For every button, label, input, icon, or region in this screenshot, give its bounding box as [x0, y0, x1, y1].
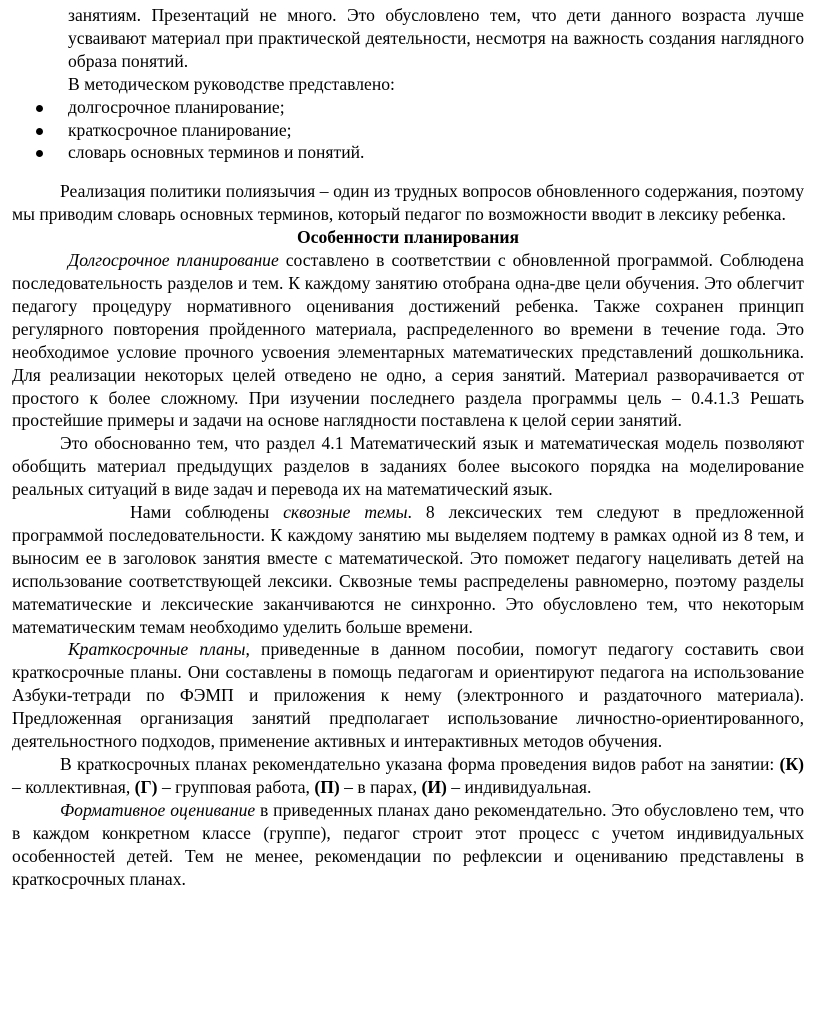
work-forms-paragraph	[12, 753, 804, 799]
paragraph-spacer	[12, 164, 804, 180]
list-item-text: долгосрочное планирование;	[68, 96, 285, 117]
list-item	[12, 96, 804, 119]
cross-themes-text: . 8 лексических тем следуют в предложенной программой последовательности. К каждому занятию мы выделяем подтему в рамках одной из 8 тем, и выносим ее в заголовок занятия вместе с математической. Это поможет педагогу нацеливать детей на использование соответствующей лексики. Сквозные темы распределены равномерно, поэтому разделы математические и лексические заканчиваются не синхронно. Это обусловлено тем, что некоторым математическим темам необходимо уделить больше времени.	[12, 502, 804, 637]
formative-term: Формативное оценивание	[60, 799, 256, 820]
long-term-text: составлено в соответствии с обновленной программой. Соблюдена последовательность разделов и тем. К каждому занятию отобрана одна-две цели обучения. Это облегчит педагогу процедуру нормативного оценивания достижений ребенка. Также сохранен принцип регулярного повторения пройденного материала, распределенного во времени в течение года. Это необходимое условие прочного усвоения элементарных математических представлений дошкольника. Для реализации некоторых целей отведено не одно, а серия занятий. Материал разворачивается от простого к более сложному. При изучении последнего раздела программы цель – 0.4.1.3 Решать простейшие примеры и задачи на основе наглядности поставлена к целой серии занятий.	[12, 250, 804, 431]
bullet-icon	[36, 128, 43, 135]
short-term-term: Краткосрочные планы	[68, 639, 246, 660]
cross-themes-paragraph	[12, 501, 804, 638]
form-k-text: – коллективная,	[12, 776, 135, 797]
form-g-text: – групповая работа,	[157, 776, 315, 797]
formative-paragraph	[12, 799, 804, 891]
form-i-text: – индивидуальная.	[446, 776, 592, 797]
form-p-label: (П)	[314, 776, 340, 797]
bullet-icon	[36, 105, 43, 112]
form-k-label: (К)	[779, 754, 804, 774]
section-heading: Особенности планирования	[296, 227, 520, 248]
short-term-text: , приведенные в данном пособии, помогут педагогу составить свои краткосрочные планы. Они составлены в помощь педагогам и ориентируют педагога на использование Азбуки-тетради по ФЭМП и приложения к нему (электронного и раздаточного материала). Предложенная организация занятий предполагает использование личностно-ориентированного, деятельностного подходов, применение активных и интерактивных методов обучения.	[12, 639, 804, 752]
list-item	[12, 119, 804, 142]
list-item	[12, 141, 804, 164]
cross-themes-term: сквозные темы	[283, 502, 408, 523]
cross-themes-pre: Нами соблюдены	[130, 502, 284, 523]
work-forms-pre: В краткосрочных планах рекомендательно указана форма проведения видов работ на занятии:	[60, 754, 780, 774]
form-g-label: (Г)	[134, 776, 158, 797]
intro-paragraph: занятиям. Презентаций не много. Это обусловлено тем, что дети данного возраста лучше усваивают материал при практической деятельности, несмотря на важность создания наглядного образа понятий.	[68, 5, 804, 71]
justification-paragraph: Это обоснованно тем, что раздел 4.1 Математический язык и математическая модель позволяют обобщить материал предыдущих разделов в заданиях более высокого порядка на моделирование реальных ситуаций в виде задач и перевода их на математический язык.	[12, 433, 804, 500]
contents-list	[12, 96, 804, 165]
list-item-text: словарь основных терминов и понятий.	[68, 142, 365, 163]
polylingual-paragraph: Реализация политики полиязычия – один из трудных вопросов обновленного содержания, поэтому мы приводим словарь основных терминов, который педагог по возможности вводит в лексику ребенка.	[12, 181, 804, 225]
formative-text: в приведенных планах дано рекомендательно. Это обусловлено тем, что в каждом конкретном классе (группе), педагог строит этот процесс с учетом индивидуальных особенностей детей. Тем не менее, рекомендации по рефлексии и оцениванию представлены в краткосрочных планах.	[12, 799, 804, 889]
long-term-term: Долгосрочное планирование	[68, 250, 279, 271]
form-i-label: (И)	[421, 776, 447, 797]
long-term-paragraph	[12, 249, 804, 432]
bullet-icon	[36, 150, 43, 157]
method-guide-intro: В методическом руководстве представлено:	[68, 73, 395, 94]
list-item-text: краткосрочное планирование;	[68, 119, 292, 140]
form-p-text: – в парах,	[339, 776, 422, 797]
short-term-paragraph	[12, 638, 804, 753]
